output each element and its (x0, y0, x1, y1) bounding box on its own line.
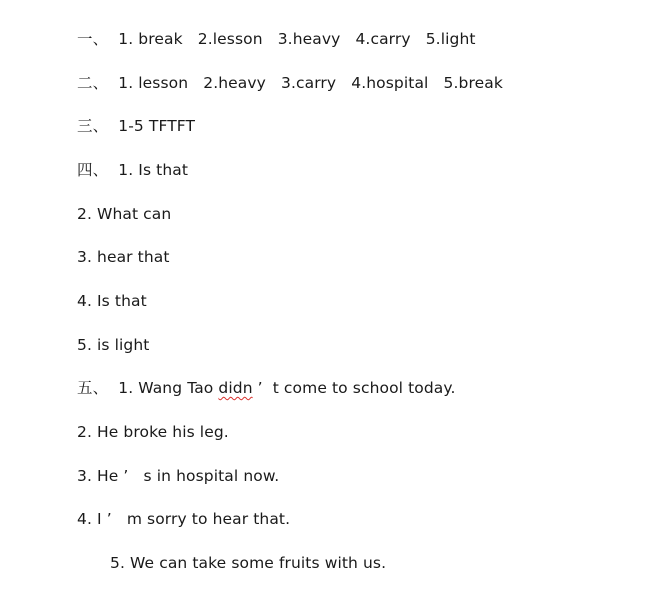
answer-line-section-5-item-4: 4. I ’ m sorry to hear that. (77, 510, 291, 528)
answer-line-section-5-item-5: 5. We can take some fruits with us. (110, 554, 387, 572)
answer-line-section-4-item-3: 3. hear that (77, 248, 170, 266)
spellcheck-flagged-word: didn (218, 379, 253, 397)
answer-line-section-5-item-2: 2. He broke his leg. (77, 423, 229, 441)
answer-line-section-5-item-1 (77, 378, 456, 398)
answer-line-suffix: ’ t come to school today. (252, 379, 456, 397)
answer-line-section-1: 一、 1. break 2.lesson 3.heavy 4.carry 5.light (77, 30, 476, 48)
answer-line-section-2: 二、 1. lesson 2.heavy 3.carry 4.hospital 5.break (77, 74, 503, 92)
answer-line-section-3: 三、 1-5 TFTFT (77, 117, 196, 135)
answer-line-section-4-item-5: 5. is light (77, 336, 150, 354)
answer-line-prefix: 五、 1. Wang Tao (77, 379, 219, 397)
answer-line-section-4-item-2: 2. What can (77, 205, 172, 223)
answer-line-section-4-item-4: 4. Is that (77, 292, 147, 310)
answer-line-section-5-item-3: 3. He ’ s in hospital now. (77, 467, 280, 485)
answer-line-section-4-item-1: 四、 1. Is that (77, 161, 189, 179)
